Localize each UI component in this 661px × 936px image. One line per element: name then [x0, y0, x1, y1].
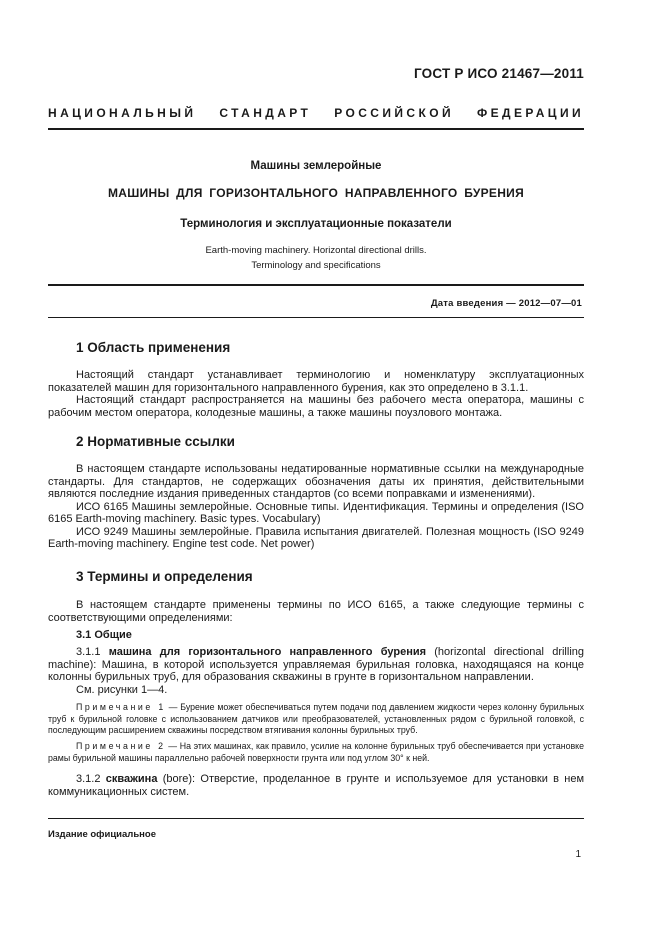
section-1-paragraph: Настоящий стандарт распространяется на машины без рабочего места оператора, машины с рабочим местом оператора, колодезные машины, а также машины поузлового монтажа.: [48, 394, 584, 419]
subsection-3-1-heading: 3.1 Общие: [76, 629, 132, 641]
term-name: скважина: [105, 773, 158, 785]
term-number: 3.1.1: [76, 646, 101, 658]
term-3-1-2-definition: [48, 773, 584, 798]
note-label: Примечание 2: [76, 741, 166, 751]
section-2-paragraph: В настоящем стандарте использованы недатированные нормативные ссылки на международные стандарты. Для стандартов, не содержащих обозначения даты их принятия, действительными являются последние издания приведенных стандартов (со всеми поправками и изменениями).: [48, 463, 584, 500]
title-line-1: Машины землеройные: [250, 160, 382, 172]
official-edition: Издание официальное: [48, 829, 156, 840]
note-text: — Бурение может обеспечиваться путем подачи под давлением жидкости через колонну бурильных труб к бурильной головке с использованием датчиков или преобразователей, установленных рядом с бурильной головкой, с последующим расширением скважины посредством втягивания колонны бурильных труб.: [48, 702, 584, 735]
reference-iso-9249: ИСО 9249 Машины землеройные. Правила испытания двигателей. Полезная мощность (ISO 9249 Earth-moving machinery. Engine test code. Net power): [48, 525, 584, 550]
section-2-heading: 2 Нормативные ссылки: [76, 434, 235, 449]
footer-rule: [48, 818, 584, 819]
standard-code: ГОСТ Р ИСО 21467—2011: [413, 66, 584, 81]
section-3-intro: [48, 599, 584, 624]
note-1: [48, 702, 584, 737]
term-number: 3.1.2: [76, 773, 101, 785]
english-title-line-2: Terminology and specifications: [251, 260, 381, 271]
note-label: Примечание 1: [76, 702, 166, 712]
note-2: [48, 741, 584, 764]
section-1-paragraph: Настоящий стандарт устанавливает терминологию и номенклатуру эксплуатационных показателей машин для горизонтального направленного бурения, как это определено в 3.1.1.: [48, 369, 584, 394]
section-3-heading: 3 Термины и определения: [76, 569, 253, 584]
title-line-2: МАШИНЫ ДЛЯ ГОРИЗОНТАЛЬНОГО НАПРАВЛЕННОГО БУРЕНИЯ: [107, 186, 525, 200]
term-definition: Отверстие, проделанное в грунте и используемое для установки в нем коммуникационных систем.: [48, 773, 585, 798]
term-english: (horizontal directional drilling machine):: [48, 646, 585, 671]
intro-date: Дата введения — 2012—07—01: [430, 298, 582, 309]
term-3-1-1: [48, 646, 584, 696]
section-2-body: [48, 463, 584, 551]
date-rule: [48, 317, 584, 318]
title-rule: [48, 284, 584, 286]
section-1-heading: 1 Область применения: [76, 340, 231, 355]
term-name: машина для горизонтального направленного бурения: [108, 646, 427, 658]
section-3-paragraph: В настоящем стандарте применены термины по ИСО 6165, а также следующие термины с соответствующими определениями:: [48, 599, 584, 624]
title-line-3: Терминология и эксплуатационные показатели: [180, 218, 452, 230]
note-text: — На этих машинах, как правило, усилие на колонне бурильных труб обеспечивается при установке рамы бурильной машины параллельно рабочей поверхности грунта или под углом 30° к ней.: [48, 741, 584, 763]
term-english: (bore):: [162, 773, 196, 785]
top-rule: [48, 128, 584, 130]
reference-iso-6165: ИСО 6165 Машины землеройные. Основные типы. Идентификация. Термины и определения (ISO 6165 Earth-moving machinery. Basic types. Vocabulary): [48, 500, 584, 525]
term-3-1-1-definition: [48, 646, 584, 684]
figure-reference: См. рисунки 1—4.: [76, 683, 168, 696]
page-number: 1: [575, 849, 581, 860]
term-definition: Машина, в которой используется управляемая бурильная головка, находящаяся на конце колонны бурильных труб, для образования скважины в грунте в горизонтальном направлении.: [48, 658, 584, 683]
section-1-body: [48, 369, 584, 419]
national-standard-banner: НАЦИОНАЛЬНЫЙ СТАНДАРТ РОССИЙСКОЙ ФЕДЕРАЦИИ: [48, 106, 584, 120]
english-title-line-1: Earth-moving machinery. Horizontal directional drills.: [205, 245, 427, 256]
term-3-1-2: [48, 773, 584, 798]
